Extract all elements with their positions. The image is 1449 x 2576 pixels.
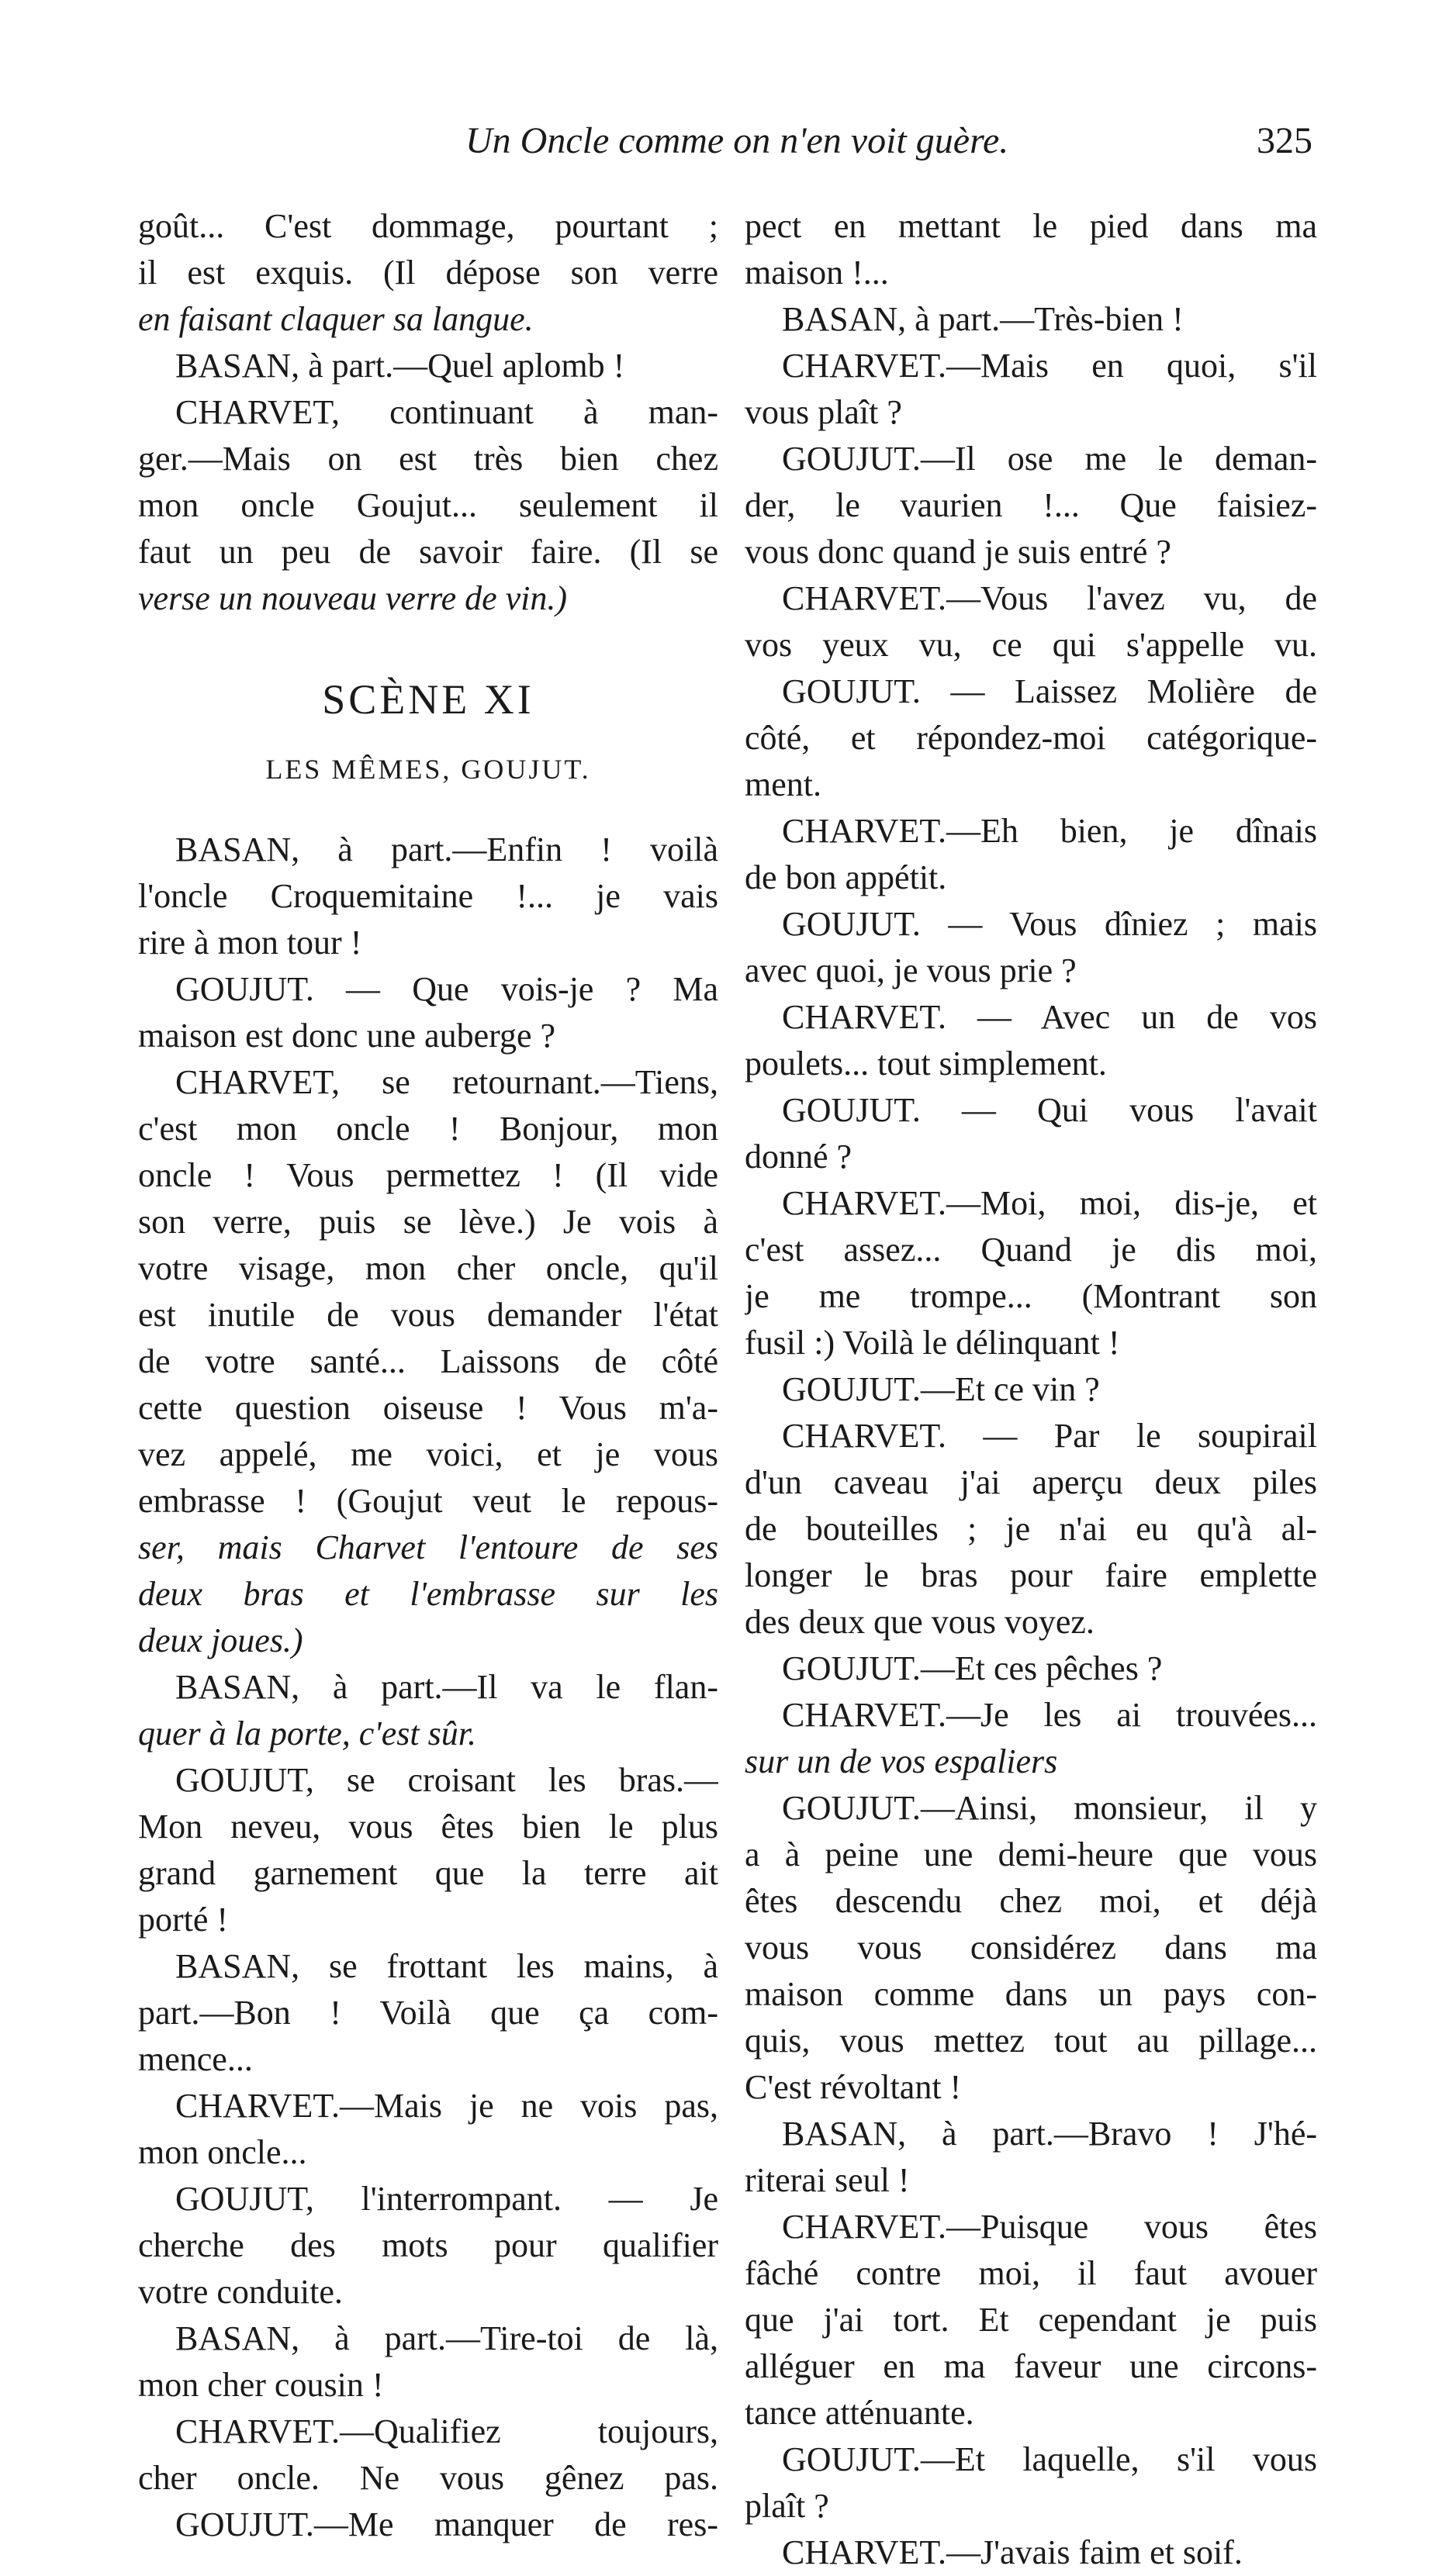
text-line: côté, et répondez-moi catégorique- bbox=[745, 719, 1317, 757]
text-line: CHARVET. — Par le soupirail bbox=[782, 1417, 1317, 1455]
text-line: cherche des mots pour qualifier bbox=[138, 2226, 718, 2264]
text-line: embrasse ! (Goujut veut le repous- bbox=[138, 1482, 718, 1520]
text-line: CHARVET.—Je les ai trouvées... bbox=[782, 1696, 1317, 1734]
text-line: c'est assez... Quand je dis moi, bbox=[745, 1231, 1317, 1269]
text-line: part.—Bon ! Voilà que ça com- bbox=[138, 1994, 718, 2032]
scene-heading: SCÈNE XI bbox=[322, 676, 534, 723]
text-line: ser, mais Charvet l'entoure de ses bbox=[138, 1528, 718, 1566]
cast-list: LES MÊMES, GOUJUT. bbox=[265, 754, 591, 785]
text-line: vous vous considérez dans ma bbox=[745, 1929, 1317, 1967]
text-column-left bbox=[138, 203, 718, 2548]
text-line: BASAN, se frottant les mains, à bbox=[175, 1947, 718, 1985]
text-line: tance atténuante. bbox=[745, 2394, 974, 2432]
text-line: de bon appétit. bbox=[745, 858, 947, 896]
text-line: CHARVET.—Vous l'avez vu, de bbox=[782, 579, 1317, 617]
text-line: en faisant claquer sa langue. bbox=[138, 300, 534, 338]
text-line: BASAN, à part.—Très-bien ! bbox=[782, 300, 1184, 338]
text-line: vous donc quand je suis entré ? bbox=[745, 533, 1171, 571]
text-line: alléguer en ma faveur une circons- bbox=[745, 2347, 1317, 2385]
text-line: GOUJUT. — Laissez Molière de bbox=[782, 672, 1317, 710]
text-line: CHARVET.—Mais en quoi, s'il bbox=[782, 347, 1317, 385]
text-line: BASAN, à part.—Tire-toi de là, bbox=[175, 2319, 718, 2357]
text-line: der, le vaurien !... Que faisiez- bbox=[745, 486, 1317, 524]
text-line: GOUJUT, se croisant les bras.— bbox=[175, 1761, 718, 1799]
text-line: GOUJUT.—Et laquelle, s'il vous bbox=[782, 2440, 1317, 2478]
text-line: poulets... tout simplement. bbox=[745, 1045, 1107, 1083]
text-line: BASAN, à part.—Quel aplomb ! bbox=[175, 347, 625, 385]
text-line: a à peine une demi-heure que vous bbox=[745, 1835, 1317, 1873]
text-line: GOUJUT.—Et ces pêches ? bbox=[782, 1649, 1163, 1687]
text-line: est inutile de vous demander l'état bbox=[138, 1296, 718, 1334]
text-line: CHARVET. — Avec un de vos bbox=[782, 998, 1317, 1036]
text-line: GOUJUT, l'interrompant. — Je bbox=[175, 2180, 718, 2218]
text-line: de bouteilles ; je n'ai eu qu'à al- bbox=[745, 1510, 1317, 1548]
text-line: il est exquis. (Il dépose son verre bbox=[138, 254, 718, 292]
text-line: GOUJUT. — Vous dîniez ; mais bbox=[782, 905, 1317, 943]
text-line: quer à la porte, c'est sûr. bbox=[138, 1714, 476, 1752]
text-line: plaît ? bbox=[745, 2487, 829, 2525]
text-line: l'oncle Croquemitaine !... je vais bbox=[138, 877, 718, 915]
text-line: GOUJUT.—Il ose me le deman- bbox=[782, 440, 1317, 478]
text-line: Mon neveu, vous êtes bien le plus bbox=[138, 1808, 718, 1846]
text-line: maison est donc une auberge ? bbox=[138, 1017, 556, 1055]
text-line: CHARVET, se retournant.—Tiens, bbox=[175, 1063, 718, 1101]
text-line: donné ? bbox=[745, 1138, 852, 1176]
text-line: maison !... bbox=[745, 254, 889, 292]
text-line: cher oncle. Ne vous gênez pas. bbox=[138, 2459, 718, 2497]
text-line: goût... C'est dommage, pourtant ; bbox=[138, 207, 718, 245]
text-line: votre visage, mon cher oncle, qu'il bbox=[138, 1249, 718, 1287]
text-line: CHARVET.—Eh bien, je dînais bbox=[782, 812, 1317, 850]
text-line: maison comme dans un pays con- bbox=[745, 1975, 1317, 2013]
text-line: vous plaît ? bbox=[745, 393, 902, 431]
text-line: ger.—Mais on est très bien chez bbox=[138, 440, 718, 478]
text-line: verse un nouveau verre de vin.) bbox=[138, 579, 568, 617]
text-line: êtes descendu chez moi, et déjà bbox=[745, 1882, 1317, 1920]
text-line: rire à mon tour ! bbox=[138, 924, 362, 962]
text-line: pect en mettant le pied dans ma bbox=[745, 207, 1317, 245]
text-line: deux bras et l'embrasse sur les bbox=[138, 1575, 718, 1613]
text-line: fâché contre moi, il faut avouer bbox=[745, 2254, 1317, 2292]
text-line: CHARVET.—Puisque vous êtes bbox=[782, 2208, 1317, 2246]
text-line: des deux que vous voyez. bbox=[745, 1603, 1095, 1641]
text-line: longer le bras pour faire emplette bbox=[745, 1556, 1317, 1594]
text-line: fusil :) Voilà le délinquant ! bbox=[745, 1324, 1120, 1362]
text-line: CHARVET, continuant à man- bbox=[175, 393, 718, 431]
text-line: c'est mon oncle ! Bonjour, mon bbox=[138, 1110, 718, 1148]
text-line: C'est révoltant ! bbox=[745, 2068, 962, 2106]
text-line: CHARVET.—Qualifiez toujours, bbox=[175, 2412, 718, 2450]
text-line: d'un caveau j'ai aperçu deux piles bbox=[745, 1463, 1317, 1501]
text-line: CHARVET.—Moi, moi, dis-je, et bbox=[782, 1184, 1317, 1222]
text-line: BASAN, à part.—Il va le flan- bbox=[175, 1668, 718, 1706]
text-line: ment. bbox=[745, 765, 821, 803]
text-line: cette question oiseuse ! Vous m'a- bbox=[138, 1389, 718, 1427]
text-line: faut un peu de savoir faire. (Il se bbox=[138, 533, 718, 571]
text-column-right bbox=[745, 203, 1317, 2576]
text-line: mence... bbox=[138, 2040, 253, 2078]
text-line: quis, vous mettez tout au pillage... bbox=[745, 2022, 1317, 2060]
text-line: GOUJUT. — Que vois-je ? Ma bbox=[175, 970, 718, 1008]
text-line: CHARVET.—Mais je ne vois pas, bbox=[175, 2087, 718, 2125]
text-line: je me trompe... (Montrant son bbox=[745, 1277, 1317, 1315]
text-line: son verre, puis se lève.) Je vois à bbox=[138, 1203, 718, 1241]
text-line: GOUJUT.—Et ce vin ? bbox=[782, 1370, 1100, 1408]
text-line: BASAN, à part.—Enfin ! voilà bbox=[175, 830, 718, 868]
text-line: grand garnement que la terre ait bbox=[138, 1854, 718, 1892]
text-line: avec quoi, je vous prie ? bbox=[745, 951, 1077, 989]
running-title: Un Oncle comme on n'en voit guère. bbox=[465, 120, 1009, 161]
text-line: que j'ai tort. Et cependant je puis bbox=[745, 2301, 1317, 2339]
text-line: vez appelé, me voici, et je vous bbox=[138, 1435, 718, 1473]
text-line: mon oncle... bbox=[138, 2133, 307, 2171]
text-line: GOUJUT.—Ainsi, monsieur, il y bbox=[782, 1789, 1317, 1827]
page-number: 325 bbox=[1257, 120, 1312, 161]
text-line: GOUJUT. — Qui vous l'avait bbox=[782, 1091, 1317, 1129]
text-line: deux joues.) bbox=[138, 1621, 303, 1659]
text-line: sur un de vos espaliers bbox=[745, 1742, 1058, 1780]
text-line: oncle ! Vous permettez ! (Il vide bbox=[138, 1156, 718, 1194]
text-line: de votre santé... Laissons de côté bbox=[138, 1342, 718, 1380]
page-header bbox=[0, 118, 1449, 164]
text-line: porté ! bbox=[138, 1901, 229, 1939]
text-line: mon cher cousin ! bbox=[138, 2366, 384, 2404]
text-line: riterai seul ! bbox=[745, 2161, 910, 2199]
text-line: vos yeux vu, ce qui s'appelle vu. bbox=[745, 626, 1317, 664]
text-line: CHARVET.—J'avais faim et soif. bbox=[782, 2533, 1243, 2571]
text-line: BASAN, à part.—Bravo ! J'hé- bbox=[782, 2115, 1317, 2153]
text-line: GOUJUT.—Me manquer de res- bbox=[175, 2505, 718, 2543]
text-line: votre conduite. bbox=[138, 2273, 343, 2311]
text-line: mon oncle Goujut... seulement il bbox=[138, 486, 718, 524]
